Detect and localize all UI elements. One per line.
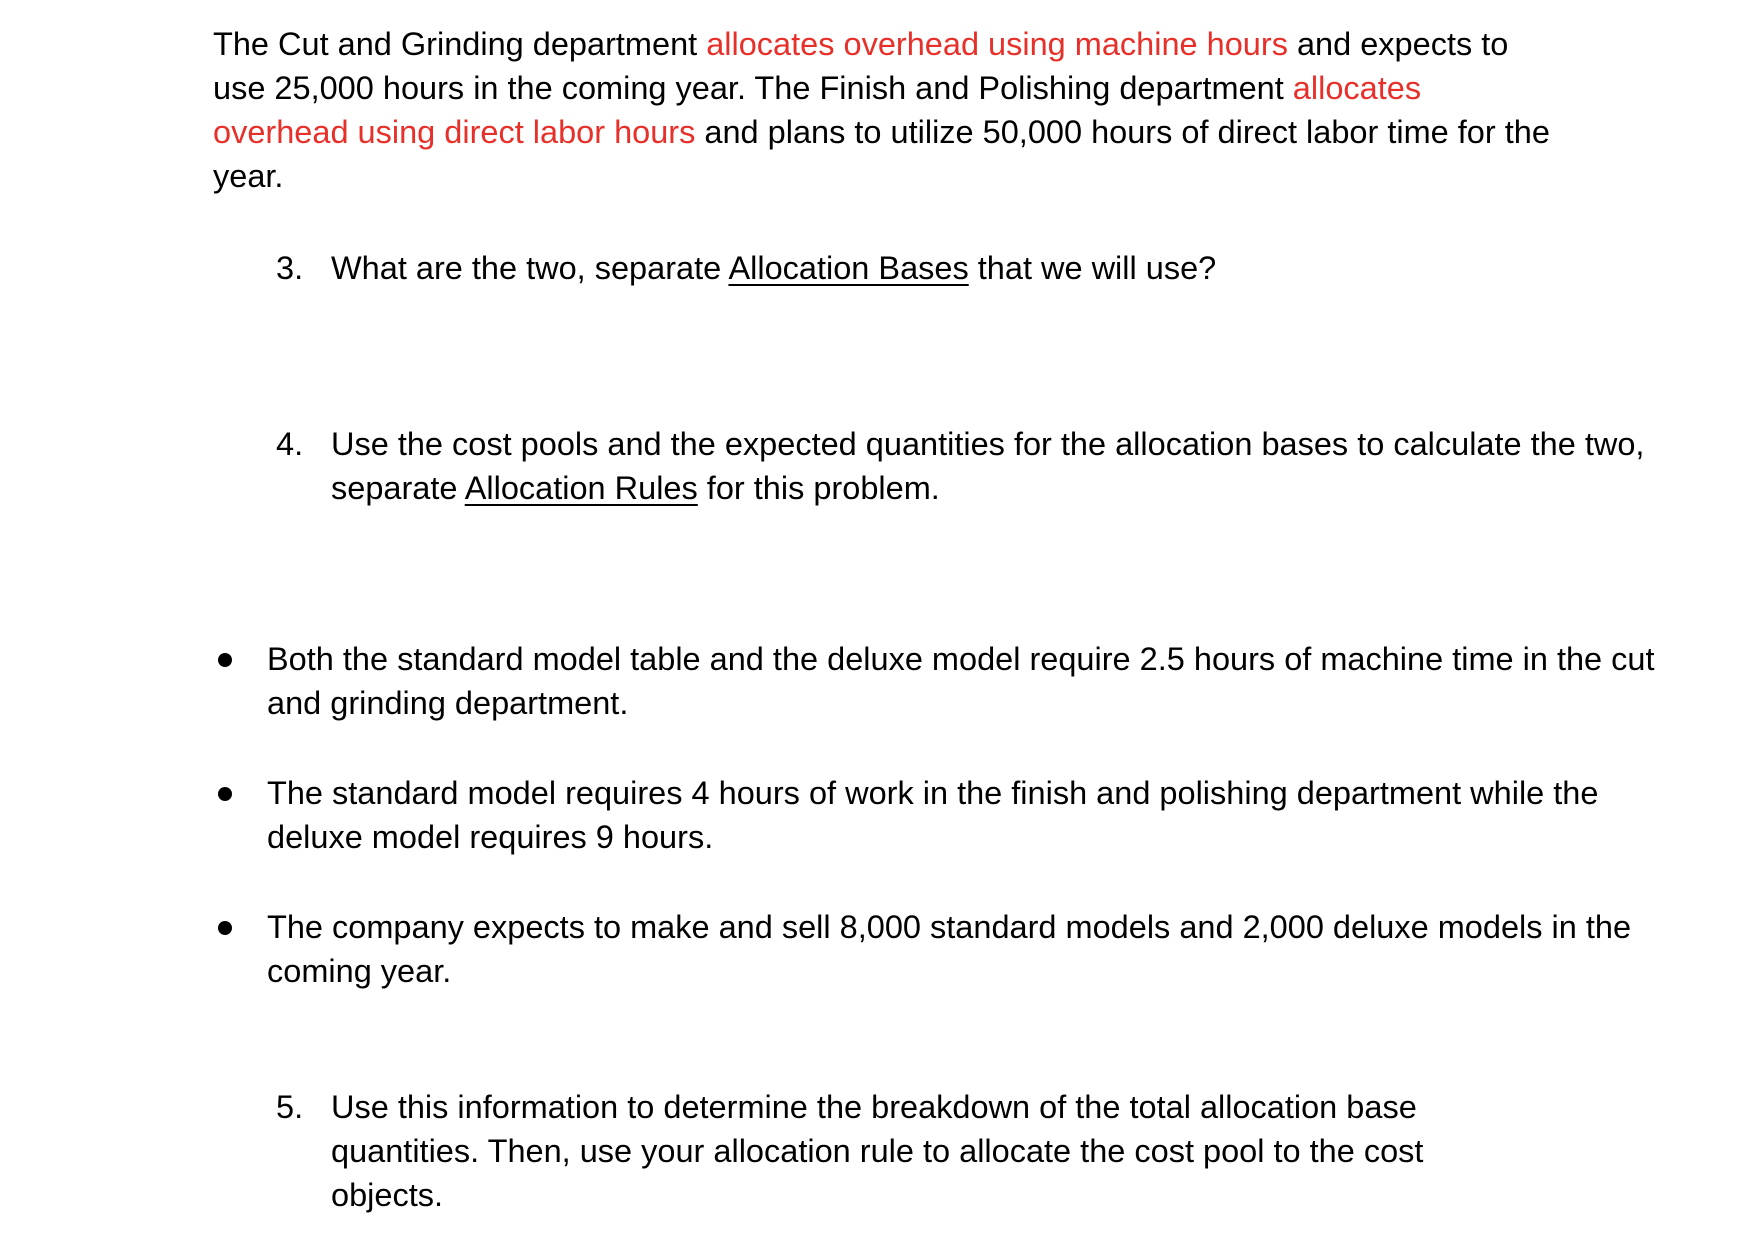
intro-paragraph bbox=[213, 22, 1558, 198]
question-3-underlined-term: Allocation Bases bbox=[728, 250, 969, 286]
question-4-text-after: for this problem. bbox=[697, 470, 940, 506]
question-5-number: 5. bbox=[276, 1089, 304, 1125]
question-3-number: 3. bbox=[276, 250, 304, 286]
intro-highlight-machine-hours: allocates overhead using machine hours bbox=[706, 26, 1288, 62]
intro-highlight-labor-hours: allocates overhead using direct labor hours bbox=[213, 70, 1422, 150]
question-5 bbox=[213, 1085, 1531, 1217]
question-4-underlined-term: Allocation Rules bbox=[464, 470, 698, 506]
question-3-text-before: What are the two, separate bbox=[331, 250, 729, 286]
bullet-item-machine-time bbox=[213, 637, 1687, 725]
bullet-dot-icon bbox=[218, 921, 232, 935]
bullet-item-finish-polishing bbox=[213, 771, 1687, 859]
document-page bbox=[213, 22, 1655, 1217]
intro-text-2: and expects to use 25,000 hours in the coming year. The Finish and Polishing department bbox=[213, 26, 1509, 106]
bullet-text: The standard model requires 4 hours of work in the finish and polishing department while the deluxe model requires 9 hours. bbox=[267, 775, 1599, 855]
question-3-text-after: that we will use? bbox=[968, 250, 1217, 286]
bullet-item-production-volume bbox=[213, 905, 1687, 993]
bullet-text: Both the standard model table and the deluxe model require 2.5 hours of machine time in the cut and grinding department. bbox=[267, 641, 1655, 721]
intro-text-3: and plans to utilize 50,000 hours of direct labor time for the year. bbox=[213, 114, 1550, 194]
intro-text-1: The Cut and Grinding department bbox=[213, 26, 707, 62]
question-4 bbox=[213, 422, 1745, 510]
question-4-text-before: Use the cost pools and the expected quantities for the allocation bases to calculate the two, separate bbox=[331, 426, 1645, 506]
bullet-dot-icon bbox=[218, 653, 232, 667]
bullet-dot-icon bbox=[218, 787, 232, 801]
bullet-text: The company expects to make and sell 8,000 standard models and 2,000 deluxe models in the coming year. bbox=[267, 909, 1632, 989]
question-4-number: 4. bbox=[276, 426, 304, 462]
question-3 bbox=[213, 246, 1745, 290]
question-5-text: Use this information to determine the breakdown of the total allocation base quantities. Then, use your allocation rule to allocate the cost pool to the cost objects. bbox=[331, 1089, 1424, 1213]
